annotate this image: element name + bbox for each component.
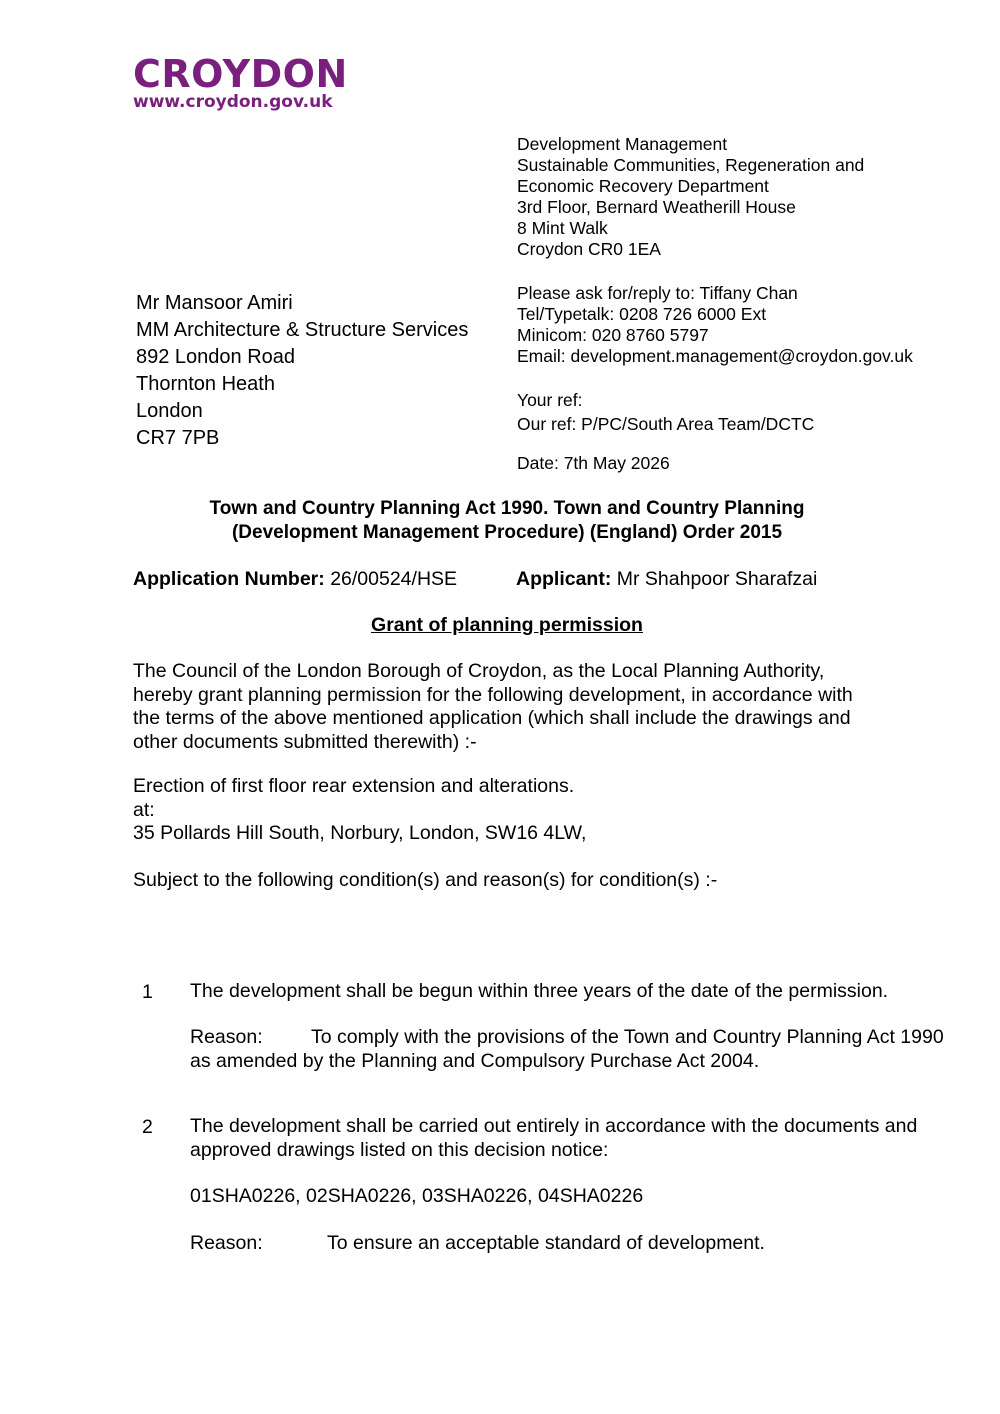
recipient-address bbox=[136, 290, 468, 452]
contact-phone: Tel/Typetalk: 0208 726 6000 Ext bbox=[517, 304, 767, 324]
croydon-logo-name: CROYDON bbox=[133, 52, 348, 96]
department-line: Economic Recovery Department bbox=[517, 176, 769, 196]
application-number-value: 26/00524/HSE bbox=[330, 568, 458, 590]
intro-line: The Council of the London Borough of Croydon, as the Local Planning Authority, bbox=[133, 660, 825, 682]
application-number-label: Application Number: bbox=[133, 568, 325, 590]
application-number bbox=[133, 567, 457, 591]
intro-line: hereby grant planning permission for the following development, in accordance with bbox=[133, 683, 853, 706]
reason-text: To ensure an acceptable standard of development. bbox=[327, 1232, 765, 1254]
contact-minicom: Minicom: 020 8760 5797 bbox=[517, 325, 709, 345]
condition-number: 2 bbox=[142, 1116, 153, 1138]
your-ref: Your ref: bbox=[517, 390, 583, 410]
contact-person: Please ask for/reply to: Tiffany Chan bbox=[517, 283, 798, 303]
condition-text-line: approved drawings listed on this decision notice: bbox=[190, 1138, 609, 1161]
reference-block bbox=[517, 388, 814, 436]
department-line: 8 Mint Walk bbox=[517, 218, 608, 238]
recipient-line: MM Architecture & Structure Services bbox=[136, 319, 469, 341]
department-address bbox=[517, 134, 864, 260]
department-line: Development Management bbox=[517, 134, 728, 154]
condition-text-line: The development shall be carried out entirely in accordance with the documents and bbox=[190, 1115, 918, 1137]
intro-line: the terms of the above mentioned application (which shall include the drawings and bbox=[133, 707, 851, 729]
condition-reason-continued: as amended by the Planning and Compulsory Purchase Act 2004. bbox=[190, 1050, 760, 1072]
letter-date: Date: 7th May 2026 bbox=[517, 453, 670, 473]
recipient-line: London bbox=[136, 400, 203, 422]
contact-email: Email: development.management@croydon.gov.uk bbox=[517, 346, 913, 366]
intro-paragraph bbox=[133, 660, 853, 754]
condition-text bbox=[190, 1115, 917, 1162]
recipient-line: Thornton Heath bbox=[136, 373, 275, 395]
approved-drawings-list: 01SHA0226, 02SHA0226, 03SHA0226, 04SHA0226 bbox=[190, 1185, 644, 1207]
condition-number: 1 bbox=[142, 981, 153, 1003]
department-line: 3rd Floor, Bernard Weatherill House bbox=[517, 197, 796, 217]
reason-label: Reason: bbox=[190, 1026, 263, 1048]
development-text: Erection of first floor rear extension and alterations. bbox=[133, 775, 575, 797]
croydon-logo-url: www.croydon.gov.uk bbox=[133, 92, 333, 112]
development-at: at: bbox=[133, 798, 155, 821]
applicant bbox=[516, 567, 817, 591]
recipient-line: Mr Mansoor Amiri bbox=[136, 292, 293, 314]
reason-label: Reason: bbox=[190, 1232, 263, 1254]
department-line: Croydon CR0 1EA bbox=[517, 239, 661, 259]
act-title bbox=[0, 497, 1000, 545]
contact-details bbox=[517, 283, 913, 367]
act-title-line: (Development Management Procedure) (England) Order 2015 bbox=[231, 522, 783, 543]
act-title-line: Town and Country Planning Act 1990. Town and Country Planning bbox=[209, 498, 805, 519]
intro-line: other documents submitted therewith) :- bbox=[133, 730, 477, 753]
grant-heading: Grant of planning permission bbox=[371, 614, 643, 636]
recipient-line: 892 London Road bbox=[136, 346, 296, 368]
development-description bbox=[133, 775, 586, 846]
reason-text: To comply with the provisions of the Town and Country Planning Act 1990 bbox=[311, 1026, 944, 1048]
condition-text: The development shall be begun within three years of the date of the permission. bbox=[190, 980, 889, 1002]
site-address: 35 Pollards Hill South, Norbury, London, SW16 4LW, bbox=[133, 822, 587, 844]
conditions-intro: Subject to the following condition(s) and reason(s) for condition(s) :- bbox=[133, 869, 718, 891]
our-ref: Our ref: P/PC/South Area Team/DCTC bbox=[517, 414, 815, 434]
condition-reason bbox=[190, 1232, 765, 1256]
condition-reason bbox=[190, 1026, 944, 1050]
recipient-line: CR7 7PB bbox=[136, 427, 220, 449]
department-line: Sustainable Communities, Regeneration and bbox=[517, 155, 865, 175]
applicant-label: Applicant: bbox=[516, 568, 612, 590]
applicant-value: Mr Shahpoor Sharafzai bbox=[616, 568, 818, 590]
